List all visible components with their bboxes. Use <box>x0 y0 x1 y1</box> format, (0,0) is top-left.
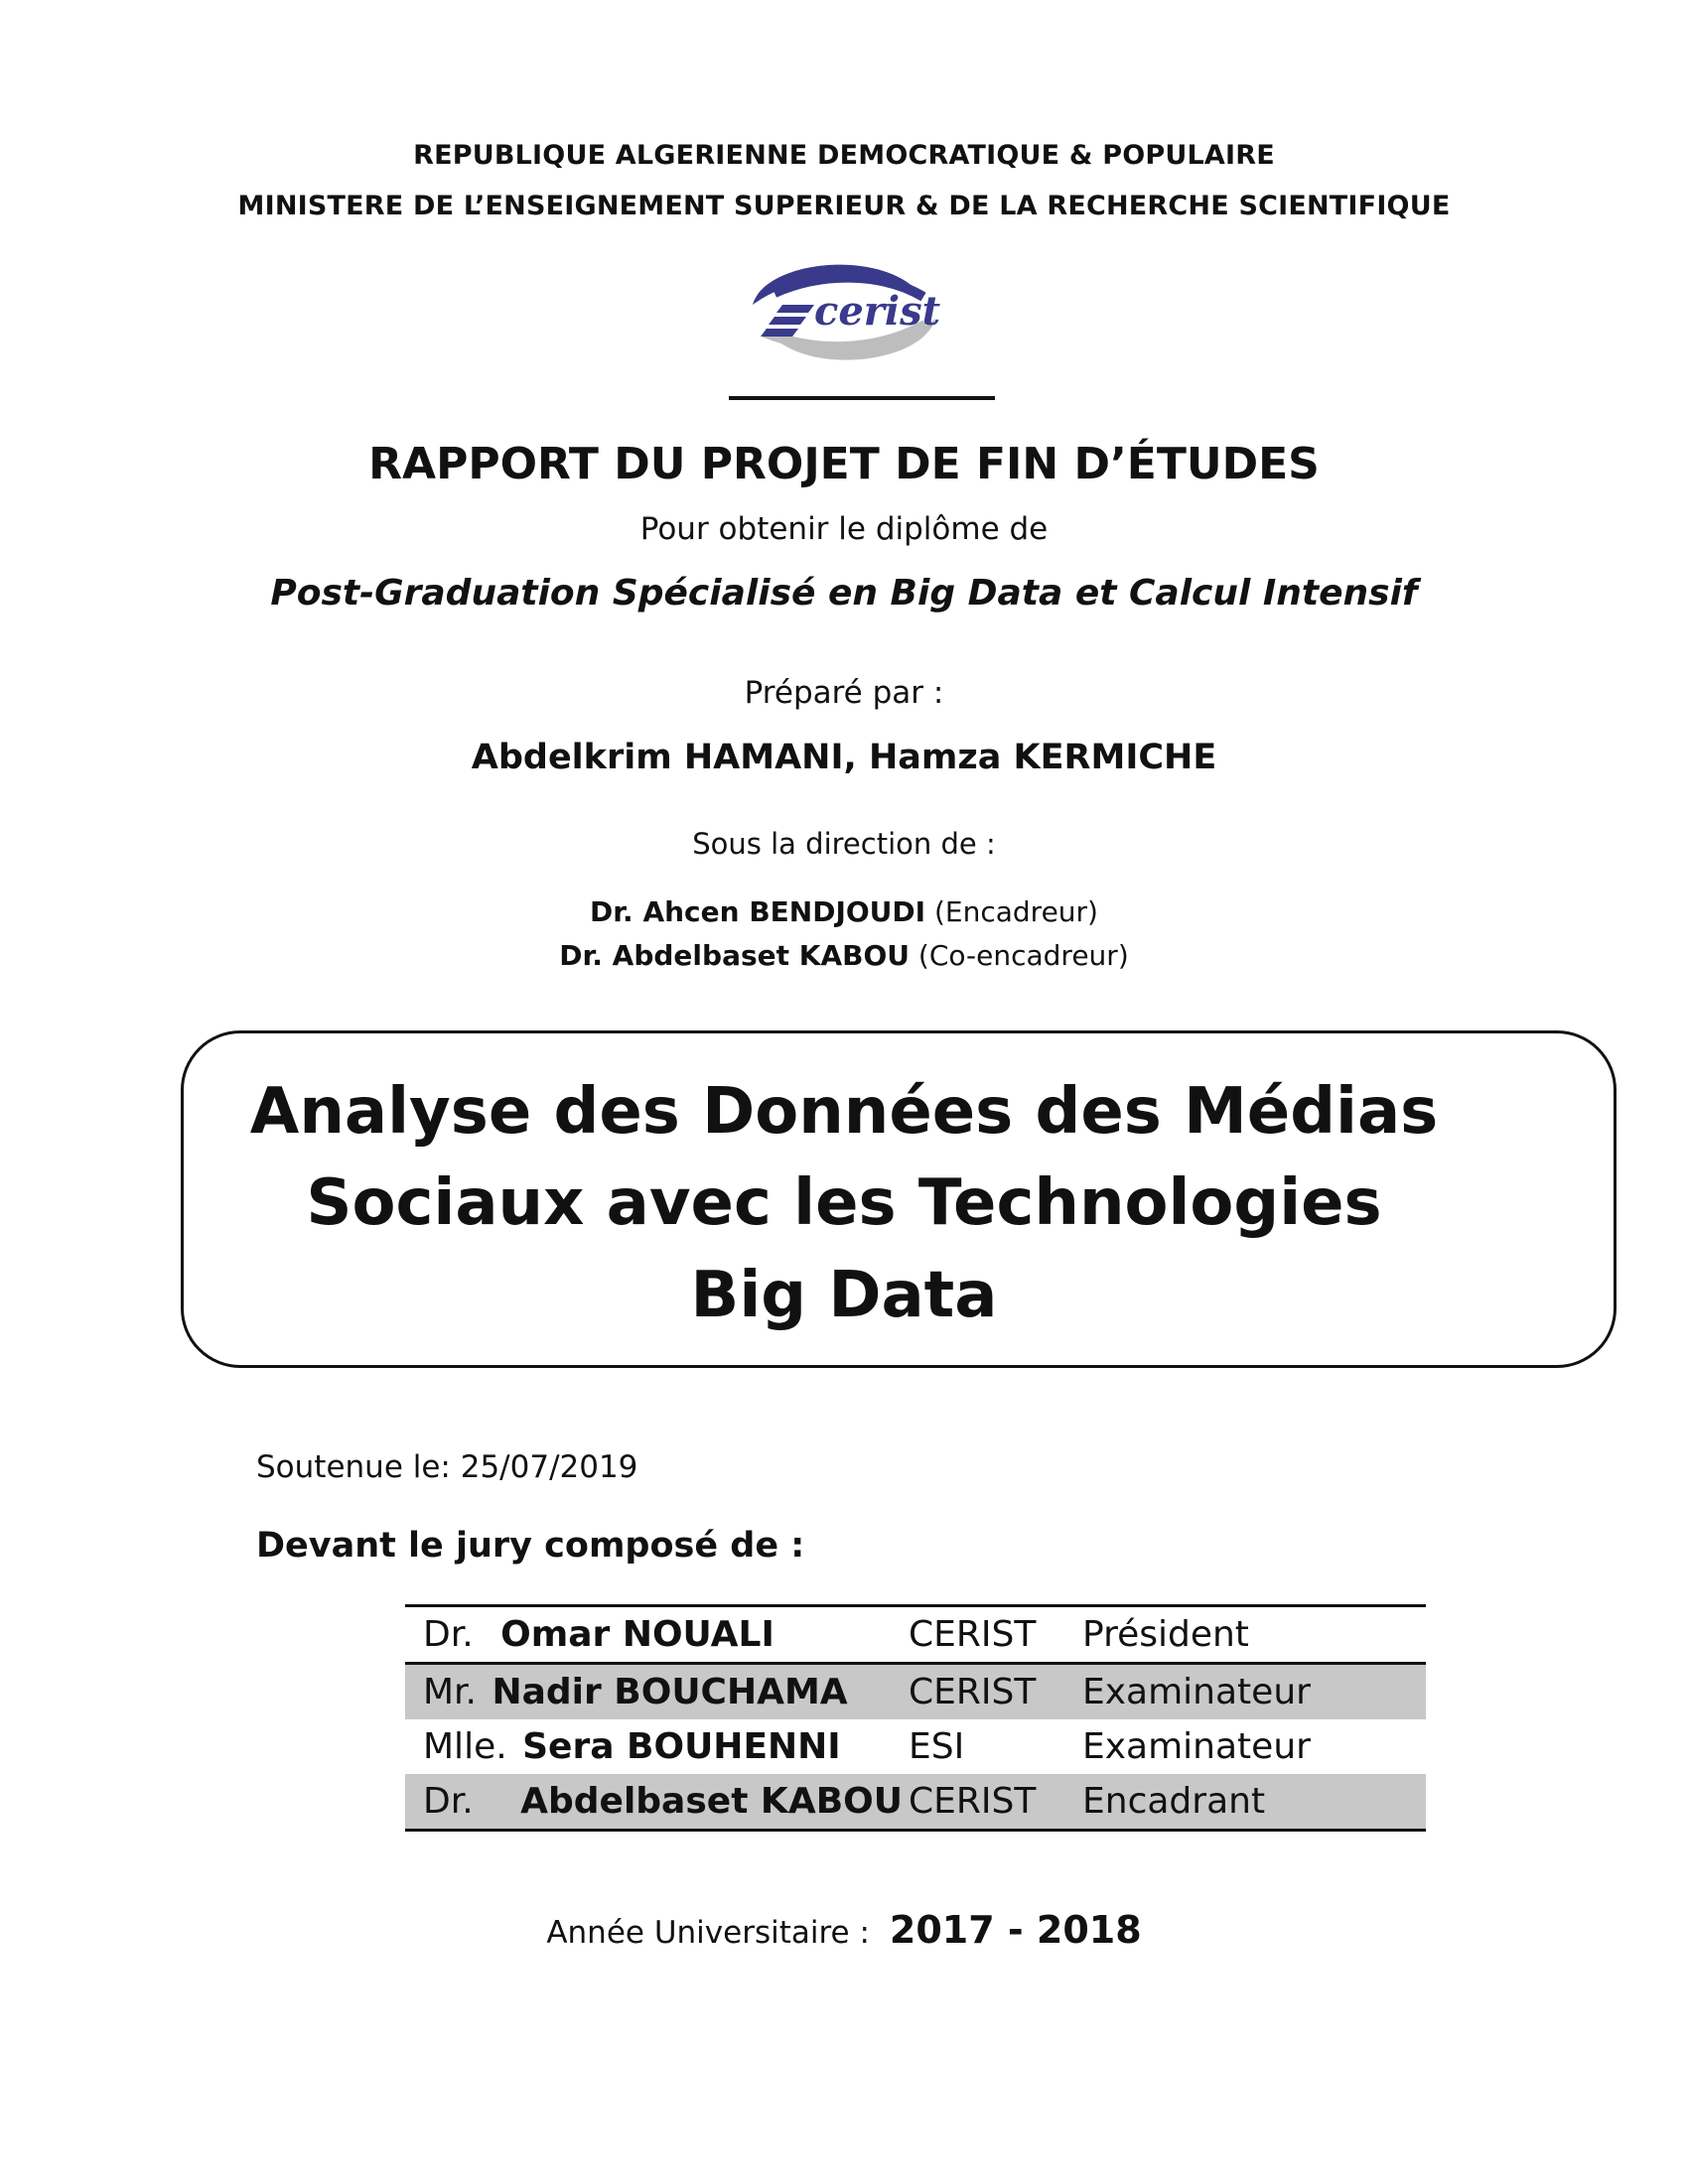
supervisor-name: Dr. Abdelbaset KABOU <box>559 939 910 972</box>
academic-year-label: Année Universitaire : <box>546 1915 870 1951</box>
member-institution: CERIST <box>909 1614 1037 1655</box>
supervisor-role: (Co-encadreur) <box>917 939 1129 972</box>
member-institution: ESI <box>909 1726 965 1767</box>
table-rule-bottom <box>405 1829 1426 1832</box>
member-role: Encadrant <box>1082 1781 1266 1822</box>
supervisor-role: (Encadreur) <box>933 895 1098 928</box>
member-name: Sera BOUHENNI <box>522 1726 841 1767</box>
member-name: Omar NOUALI <box>500 1614 774 1655</box>
prepared-label: Préparé par : <box>744 675 944 711</box>
report-title: RAPPORT DU PROJET DE FIN D’ÉTUDES <box>368 439 1320 489</box>
member-institution: CERIST <box>909 1672 1037 1712</box>
logo-divider <box>729 396 995 400</box>
jury-title: Devant le jury composé de : <box>256 1526 805 1566</box>
member-title: Dr. <box>423 1781 474 1822</box>
member-name: Abdelbaset KABOU <box>520 1781 903 1822</box>
table-row <box>405 1607 1426 1662</box>
table-row <box>405 1719 1426 1774</box>
direction-label: Sous la direction de : <box>692 827 996 861</box>
table-row <box>405 1665 1426 1719</box>
thesis-title-line-3: Big Data <box>690 1259 998 1332</box>
supervisor-name: Dr. Ahcen BENDJOUDI <box>590 895 926 928</box>
member-title: Mr. <box>423 1672 477 1712</box>
academic-year-value: 2017 - 2018 <box>889 1908 1142 1952</box>
defense-date <box>256 1449 637 1485</box>
member-name: Nadir BOUCHAMA <box>492 1672 848 1712</box>
authors: Abdelkrim HAMANI, Hamza KERMICHE <box>471 738 1217 777</box>
thesis-title-line-2: Sociaux avec les Technologies <box>306 1166 1382 1240</box>
supervisor-1 <box>0 895 1688 928</box>
header-republic: REPUBLIQUE ALGERIENNE DEMOCRATIQUE & POPULAIRE <box>413 140 1275 171</box>
defense-label: Soutenue le: <box>256 1449 451 1485</box>
cerist-logo-icon <box>735 253 983 372</box>
diploma-name: Post-Graduation Spécialisé en Big Data et Calcul Intensif <box>270 573 1418 614</box>
academic-year <box>0 1908 1688 1952</box>
table-row <box>405 1774 1426 1829</box>
member-role: Examinateur <box>1082 1726 1311 1767</box>
defense-date-value: 25/07/2019 <box>460 1449 638 1485</box>
thesis-title-line-1: Analyse des Données des Médias <box>249 1075 1439 1149</box>
member-title: Mlle. <box>423 1726 507 1767</box>
member-role: Président <box>1082 1614 1249 1655</box>
supervisor-2 <box>0 939 1688 972</box>
cerist-logo <box>735 253 983 372</box>
member-title: Dr. <box>423 1614 474 1655</box>
header-ministry: MINISTERE DE L’ENSEIGNEMENT SUPERIEUR & DE LA RECHERCHE SCIENTIFIQUE <box>237 191 1451 221</box>
member-role: Examinateur <box>1082 1672 1311 1712</box>
logo-text: cerist <box>814 288 941 335</box>
member-institution: CERIST <box>909 1781 1037 1822</box>
jury-table <box>405 1604 1426 1832</box>
diploma-intro: Pour obtenir le diplôme de <box>639 511 1049 547</box>
